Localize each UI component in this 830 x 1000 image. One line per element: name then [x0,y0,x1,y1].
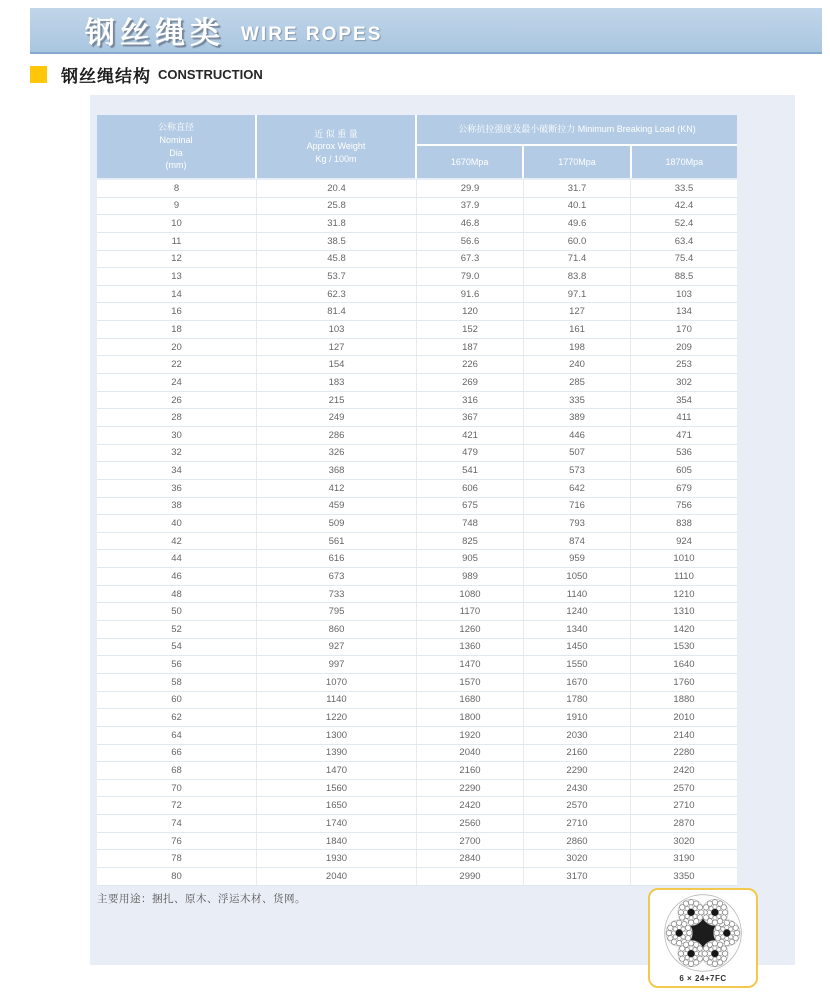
table-cell: 1910 [524,709,631,726]
table-cell: 24 [97,374,257,391]
table-cell: 26 [97,392,257,409]
table-row [97,480,737,498]
table-cell: 3020 [524,850,631,867]
table-cell: 253 [676,359,692,371]
table-cell: 1140 [524,586,631,603]
table-cell: 2140 [673,729,695,741]
table-row [97,251,737,269]
table-cell: 716 [524,498,631,515]
table-cell: 1390 [257,745,417,762]
table-cell: 2570 [524,797,631,814]
table-row [97,180,737,198]
table-cell: 62 [97,709,257,726]
table-cell: 78 [97,850,257,867]
table-cell: 2710 [673,800,695,812]
table-row [97,727,737,745]
table-cell: 1140 [257,692,417,709]
table-cell: 2040 [257,868,417,885]
table-row [97,462,737,480]
table-cell: 120 [417,303,524,320]
table-cell: 1470 [257,762,417,779]
table-cell: 1680 [417,692,524,709]
table-cell: 16 [97,303,257,320]
table-row [97,692,737,710]
table-row [97,321,737,339]
table-cell: 34 [97,462,257,479]
column-header-line: Approx Weight [306,141,366,152]
table-cell: 1240 [524,603,631,620]
table-cell: 30 [97,427,257,444]
table-cell: 12 [97,251,257,268]
table-cell: 1760 [673,676,695,688]
column-header-line: Nominal [159,134,193,145]
rope-cross-section-card [648,888,758,988]
table-cell: 183 [257,374,417,391]
table-cell: 326 [257,445,417,462]
table-cell: 2030 [524,727,631,744]
table-cell: 2700 [417,833,524,850]
table-cell: 1470 [417,656,524,673]
table-row [97,656,737,674]
table-cell: 83.8 [524,268,631,285]
table-cell: 38.5 [257,233,417,250]
table-cell: 1300 [257,727,417,744]
table-cell: 507 [524,445,631,462]
table-cell: 286 [257,427,417,444]
table-cell: 60.0 [524,233,631,250]
table-cell: 479 [417,445,524,462]
column-header-diameter [97,115,257,178]
page-title-zh: 钢丝绳类 [85,17,225,50]
table-cell: 31.7 [524,180,631,197]
table-cell: 2290 [524,762,631,779]
table-cell: 1080 [417,586,524,603]
table-cell: 20.4 [257,180,417,197]
table-row [97,374,737,392]
sub-header-row [417,146,737,178]
table-row [97,445,737,463]
table-cell: 1210 [673,588,695,600]
table-cell: 2860 [524,833,631,850]
table-cell: 675 [417,498,524,515]
table-cell: 29.9 [417,180,524,197]
table-cell: 874 [524,533,631,550]
table-cell: 3350 [673,870,695,882]
column-header-line: (mm) [165,160,187,171]
table-cell: 316 [417,392,524,409]
column-group-breaking-load [417,115,737,178]
table-cell: 75.4 [674,253,694,265]
rope-cross-section-diagram [659,893,747,973]
table-row [97,568,737,586]
table-cell: 58 [97,674,257,691]
table-cell: 2420 [417,797,524,814]
table-cell: 79.0 [417,268,524,285]
table-cell: 91.6 [417,286,524,303]
column-header-1770mpa: 1770Mpa [524,146,631,178]
table-cell: 50 [97,603,257,620]
table-cell: 3170 [524,868,631,885]
table-cell: 70 [97,780,257,797]
table-cell: 1050 [524,568,631,585]
column-header-1670mpa: 1670Mpa [417,146,524,178]
table-cell: 1220 [257,709,417,726]
table-cell: 389 [524,409,631,426]
table-cell: 1010 [673,553,695,565]
table-cell: 642 [524,480,631,497]
column-header-line: Dia [169,147,183,158]
table-cell: 606 [417,480,524,497]
table-cell: 2040 [417,745,524,762]
table-cell: 97.1 [524,286,631,303]
table-cell: 2160 [524,745,631,762]
table-cell: 3190 [673,853,695,865]
table-cell: 2010 [673,712,695,724]
table-cell: 269 [417,374,524,391]
table-cell: 25.8 [257,198,417,215]
table-cell: 52.4 [674,218,694,230]
section-header [30,62,263,86]
page-header-bar [30,8,822,54]
table-cell: 354 [676,394,692,406]
table-cell: 1570 [417,674,524,691]
table-cell: 1070 [257,674,417,691]
table-cell: 1310 [673,606,695,618]
table-cell: 1560 [257,780,417,797]
table-cell: 2160 [417,762,524,779]
table-cell: 10 [97,215,257,232]
table-cell: 11 [97,233,257,250]
table-cell: 9 [97,198,257,215]
yellow-bullet-icon [30,66,47,83]
table-cell: 81.4 [257,303,417,320]
table-cell: 154 [257,356,417,373]
table-row [97,303,737,321]
table-cell: 733 [257,586,417,603]
table-cell: 198 [524,339,631,356]
table-cell: 795 [257,603,417,620]
table-cell: 1930 [257,850,417,867]
table-row [97,392,737,410]
table-cell: 161 [524,321,631,338]
table-cell: 459 [257,498,417,515]
table-row [97,762,737,780]
table-row [97,550,737,568]
table-row [97,409,737,427]
table-cell: 56 [97,656,257,673]
table-cell: 215 [257,392,417,409]
table-cell: 1640 [673,659,695,671]
table-cell: 2710 [524,815,631,832]
table-cell: 240 [524,356,631,373]
table-cell: 1360 [417,639,524,656]
table-cell: 367 [417,409,524,426]
table-cell: 605 [676,465,692,477]
table-cell: 2570 [673,782,695,794]
table-cell: 2990 [417,868,524,885]
table-cell: 1450 [524,639,631,656]
table-row [97,621,737,639]
table-cell: 40 [97,515,257,532]
table-cell: 31.8 [257,215,417,232]
table-cell: 14 [97,286,257,303]
table-cell: 838 [676,517,692,529]
table-cell: 2430 [524,780,631,797]
table-row [97,815,737,833]
table-row [97,745,737,763]
table-cell: 1340 [524,621,631,638]
table-cell: 80 [97,868,257,885]
table-cell: 60 [97,692,257,709]
table-cell: 411 [676,412,692,424]
table-row [97,674,737,692]
table-cell: 756 [676,500,692,512]
section-title-zh: 钢丝绳结构 [61,66,151,86]
table-cell: 1920 [417,727,524,744]
table-row [97,198,737,216]
table-row [97,603,737,621]
table-cell: 1110 [674,570,694,582]
table-cell: 53.7 [257,268,417,285]
table-cell: 1170 [417,603,524,620]
table-cell: 2420 [673,764,695,776]
table-row [97,427,737,445]
table-cell: 37.9 [417,198,524,215]
table-cell: 42.4 [674,200,694,212]
table-cell: 573 [524,462,631,479]
table-cell: 1420 [673,623,695,635]
table-cell: 33.5 [674,182,694,194]
table-cell: 36 [97,480,257,497]
table-row [97,339,737,357]
table-row [97,833,737,851]
table-cell: 2290 [417,780,524,797]
table-cell: 673 [257,568,417,585]
table-cell: 103 [257,321,417,338]
table-row [97,356,737,374]
table-cell: 471 [676,429,692,441]
table-cell: 18 [97,321,257,338]
table-cell: 927 [257,639,417,656]
table-cell: 748 [417,515,524,532]
table-cell: 134 [676,306,692,318]
table-cell: 302 [676,376,692,388]
table-row [97,797,737,815]
table-cell: 49.6 [524,215,631,232]
table-cell: 1800 [417,709,524,726]
table-row [97,709,737,727]
table-header [97,115,737,178]
table-cell: 368 [257,462,417,479]
table-row [97,533,737,551]
table-cell: 56.6 [417,233,524,250]
column-header-1870mpa: 1870Mpa [632,146,737,178]
table-body [97,180,737,886]
rope-construction-label: 6 × 24+7FC [679,974,727,983]
table-cell: 52 [97,621,257,638]
table-cell: 536 [676,447,692,459]
column-header-line: 公称直径 [157,122,194,133]
table-cell: 72 [97,797,257,814]
table-cell: 446 [524,427,631,444]
table-cell: 793 [524,515,631,532]
table-row [97,498,737,516]
table-cell: 226 [417,356,524,373]
table-cell: 62.3 [257,286,417,303]
section-title-en: CONSTRUCTION [158,66,263,82]
table-cell: 421 [417,427,524,444]
table-cell: 989 [417,568,524,585]
column-header-line: Kg / 100m [315,153,357,164]
table-cell: 2840 [417,850,524,867]
table-cell: 2280 [673,747,695,759]
table-cell: 187 [417,339,524,356]
table-cell: 616 [257,550,417,567]
table-cell: 561 [257,533,417,550]
table-cell: 127 [257,339,417,356]
table-cell: 541 [417,462,524,479]
table-cell: 8 [97,180,257,197]
table-cell: 509 [257,515,417,532]
table-cell: 32 [97,445,257,462]
table-cell: 249 [257,409,417,426]
table-cell: 1670 [524,674,631,691]
table-cell: 412 [257,480,417,497]
table-row [97,515,737,533]
table-cell: 40.1 [524,198,631,215]
table-cell: 825 [417,533,524,550]
table-cell: 1840 [257,833,417,850]
table-cell: 103 [676,288,692,300]
table-cell: 46 [97,568,257,585]
table-row [97,268,737,286]
table-cell: 42 [97,533,257,550]
table-cell: 1780 [524,692,631,709]
table-row [97,233,737,251]
table-cell: 127 [524,303,631,320]
table-row [97,850,737,868]
usage-note: 主要用途：捆扎、原木、浮运木材、货网。 [97,893,306,905]
table-cell: 88.5 [674,271,694,283]
table-row [97,286,737,304]
table-cell: 28 [97,409,257,426]
table-cell: 285 [524,374,631,391]
table-cell: 959 [524,550,631,567]
table-cell: 64 [97,727,257,744]
table-cell: 13 [97,268,257,285]
table-cell: 63.4 [674,235,694,247]
group-header-breaking-load: 公称抗拉强度及最小破断拉力 Minimum Breaking Load (KN) [417,115,737,146]
table-cell: 22 [97,356,257,373]
table-cell: 3020 [673,835,695,847]
table-cell: 54 [97,639,257,656]
page-title-en: WIRE ROPES [241,24,383,45]
table-row [97,780,737,798]
spec-table [97,115,737,886]
table-cell: 209 [676,341,692,353]
table-cell: 924 [676,535,692,547]
table-cell: 1880 [673,694,695,706]
column-header-weight [257,115,417,178]
table-cell: 997 [257,656,417,673]
table-cell: 68 [97,762,257,779]
table-cell: 152 [417,321,524,338]
table-row [97,586,737,604]
table-cell: 905 [417,550,524,567]
content-panel [90,95,795,983]
table-cell: 1650 [257,797,417,814]
table-cell: 76 [97,833,257,850]
table-cell: 66 [97,745,257,762]
table-cell: 44 [97,550,257,567]
table-cell: 67.3 [417,251,524,268]
table-cell: 1530 [673,641,695,653]
table-cell: 48 [97,586,257,603]
table-cell: 679 [676,482,692,494]
table-cell: 170 [676,323,692,335]
table-cell: 46.8 [417,215,524,232]
table-cell: 860 [257,621,417,638]
table-cell: 1260 [417,621,524,638]
table-cell: 335 [524,392,631,409]
table-cell: 38 [97,498,257,515]
table-cell: 1740 [257,815,417,832]
table-cell: 1550 [524,656,631,673]
table-cell: 45.8 [257,251,417,268]
table-row [97,868,737,886]
table-cell: 71.4 [524,251,631,268]
table-cell: 74 [97,815,257,832]
table-row [97,215,737,233]
table-row [97,639,737,657]
table-cell: 20 [97,339,257,356]
table-cell: 2870 [673,817,695,829]
table-cell: 2560 [417,815,524,832]
column-header-line: 近 似 重 量 [314,128,358,139]
